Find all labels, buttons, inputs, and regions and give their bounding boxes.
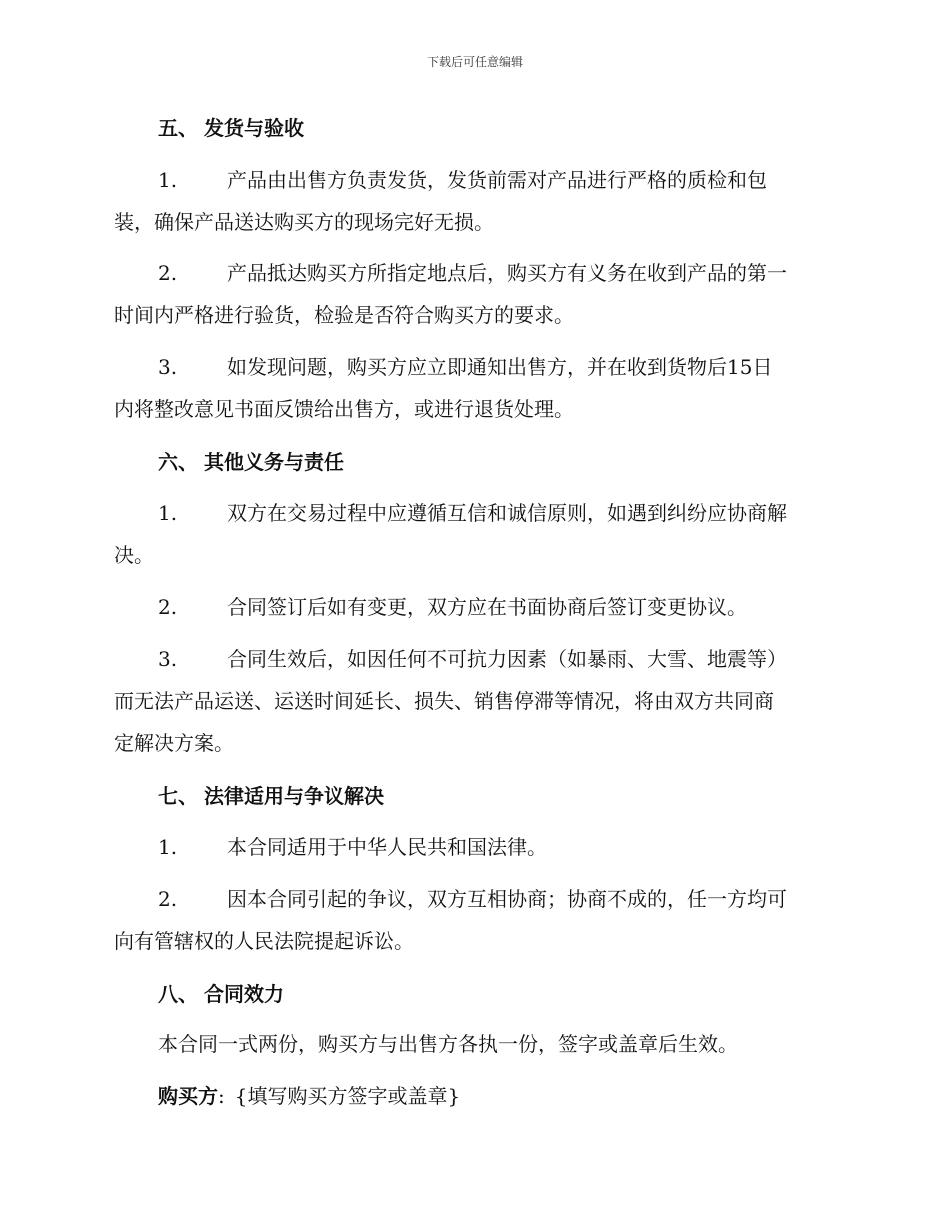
- clause: [114, 826, 836, 868]
- clause: [114, 878, 836, 962]
- clause-text: 本合同适用于中华人民共和国法律。: [227, 835, 547, 859]
- section-heading: [158, 978, 284, 1007]
- clause-text: 合同签订后如有变更，双方应在书面协商后签订变更协议。: [227, 595, 747, 619]
- clause-number: 2.: [158, 595, 178, 619]
- clause-text: 合同生效后，如因任何不可抗力因素（如暴雨、大雪、地震等）: [227, 647, 787, 671]
- buyer-signature-placeholder: {填写购买方签字或盖章}: [234, 1084, 461, 1108]
- clause-number: 2.: [158, 261, 178, 285]
- clause: [114, 586, 836, 628]
- clause-text: 如发现问题，购买方应立即通知出售方，并在收到货物后15日: [227, 355, 773, 379]
- section-number: 七、: [158, 784, 198, 808]
- section-number: 六、: [158, 450, 198, 474]
- clause-number: 3.: [158, 647, 178, 671]
- clause-text-cont: 而无法产品运送、运送时间延长、损失、销售停滞等情况，将由双方共同商: [114, 689, 774, 713]
- page-header: 下载后可任意编辑: [426, 55, 523, 69]
- clause-number: 1.: [158, 168, 178, 192]
- section-title: 其他义务与责任: [204, 450, 344, 474]
- clause-text-cont: 内将整改意见书面反馈给出售方，或进行退货处理。: [114, 397, 574, 421]
- clause-text-cont: 定解决方案。: [114, 731, 234, 755]
- clause: [114, 159, 836, 243]
- section-title: 法律适用与争议解决: [204, 784, 384, 808]
- effect-paragraph: 本合同一式两份，购买方与出售方各执一份，签字或盖章后生效。: [158, 1032, 738, 1056]
- buyer-label: 购买方: [158, 1084, 218, 1108]
- clause-text-cont: 向有管辖权的人民法院提起诉讼。: [114, 929, 414, 953]
- clause-text-cont: 决。: [114, 543, 154, 567]
- section-number: 五、: [158, 116, 198, 140]
- section-number: 八、: [158, 982, 198, 1006]
- clause-number: 2.: [158, 887, 178, 911]
- clause-text: 产品抵达购买方所指定地点后，购买方有义务在收到产品的第一: [227, 261, 787, 285]
- clause-number: 1.: [158, 835, 178, 859]
- clause: [114, 492, 836, 576]
- clause: [114, 638, 836, 764]
- section-heading: [158, 112, 304, 141]
- clause-number: 1.: [158, 501, 178, 525]
- section-heading: [158, 446, 344, 475]
- clause-number: 3.: [158, 355, 178, 379]
- clause-text-cont: 时间内严格进行验货，检验是否符合购买方的要求。: [114, 303, 574, 327]
- buyer-signature-line: [158, 1075, 460, 1117]
- section-title: 合同效力: [204, 982, 284, 1006]
- clause-text: 因本合同引起的争议，双方互相协商；协商不成的，任一方均可: [227, 887, 787, 911]
- clause: [114, 252, 836, 336]
- clause: [114, 346, 836, 430]
- clause-text: 双方在交易过程中应遵循互信和诚信原则，如遇到纠纷应协商解: [227, 501, 787, 525]
- clause-text-cont: 装，确保产品送达购买方的现场完好无损。: [114, 210, 494, 234]
- buyer-colon: :: [218, 1084, 225, 1108]
- section-heading: [158, 780, 384, 809]
- clause-text: 产品由出售方负责发货，发货前需对产品进行严格的质检和包: [227, 168, 767, 192]
- section-title: 发货与验收: [204, 116, 304, 140]
